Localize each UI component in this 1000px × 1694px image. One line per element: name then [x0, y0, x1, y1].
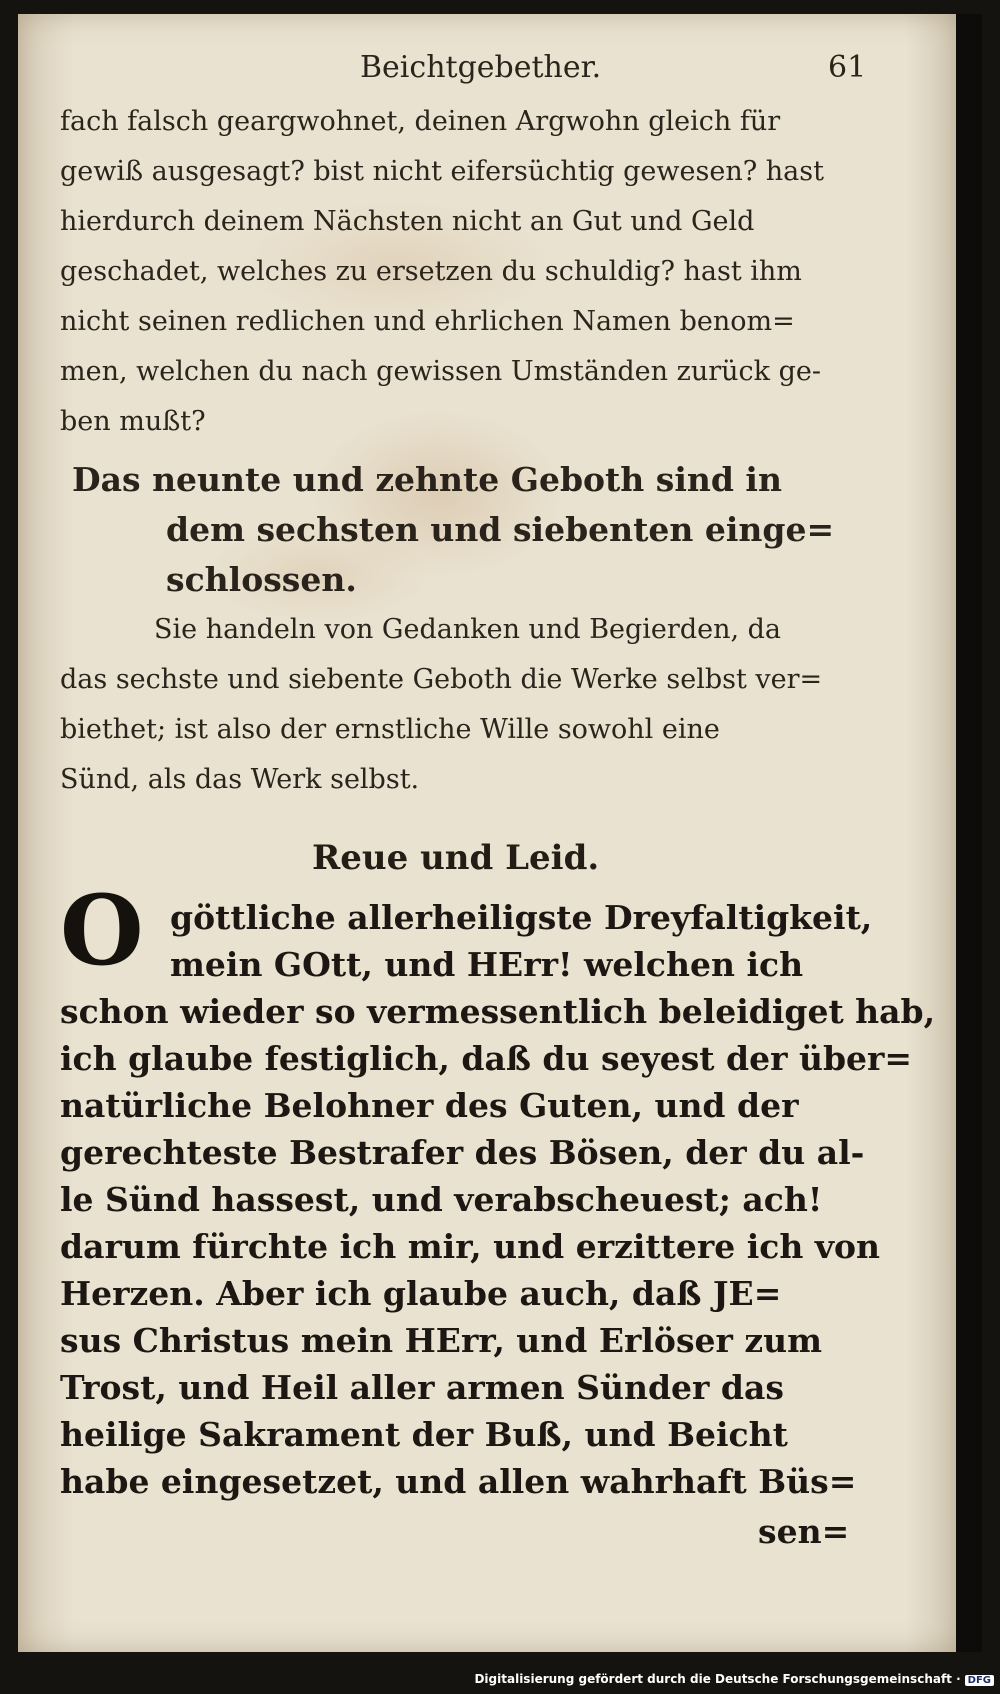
text-line: fach falsch geargwohnet, deinen Argwohn gleich für	[60, 106, 781, 137]
text-line: Sie handeln von Gedanken und Begierden, da	[154, 614, 782, 645]
text-line: biethet; ist also der ernstliche Wille sowohl eine	[60, 714, 720, 745]
prayer-line: göttliche allerheiligste Dreyfaltigkeit,	[170, 898, 873, 937]
text-line: Sünd, als das Werk selbst.	[60, 764, 420, 795]
prayer-line: heilige Sakrament der Buß, und Beicht	[60, 1415, 788, 1454]
credit-text: Digitalisierung gefördert durch die Deutsche Forschungsgemeinschaft ·	[474, 1672, 961, 1686]
prayer-line: gerechteste Bestrafer des Bösen, der du al-	[60, 1133, 865, 1172]
heading-line: Das neunte und zehnte Geboth sind in	[72, 460, 782, 499]
heading-line: dem sechsten und siebenten einge=	[166, 510, 835, 549]
text-line: gewiß ausgesagt? bist nicht eifersüchtig gewesen? hast	[60, 156, 824, 187]
text-line: men, welchen du nach gewissen Umständen zurück ge-	[60, 356, 821, 387]
text-line: hierdurch deinem Nächsten nicht an Gut und Geld	[60, 206, 755, 237]
prayer-line: Herzen. Aber ich glaube auch, daß JE=	[60, 1274, 782, 1313]
prayer-line: darum fürchte ich mir, und erzittere ich von	[60, 1227, 881, 1266]
drop-cap: O	[60, 874, 144, 987]
digitization-credit	[474, 1672, 994, 1686]
dfg-logo: DFG	[965, 1675, 994, 1686]
page-number: 61	[828, 50, 867, 85]
prayer-line: mein GOtt, und HErr! welchen ich	[170, 945, 804, 984]
text-line: geschadet, welches zu ersetzen du schuldig? hast ihm	[60, 256, 802, 287]
prayer-line: natürliche Belohner des Guten, und der	[60, 1086, 799, 1125]
prayer-line: ich glaube festiglich, daß du seyest der über=	[60, 1039, 913, 1078]
page-edge-shadow	[956, 14, 982, 1652]
prayer-line: le Sünd hassest, und verabscheuest; ach!	[60, 1180, 823, 1219]
heading-line: schlossen.	[166, 560, 357, 599]
catchword: sen=	[758, 1512, 850, 1551]
prayer-line: sus Christus mein HErr, und Erlöser zum	[60, 1321, 823, 1360]
running-title: Beichtgebether.	[360, 50, 602, 85]
section-title: Reue und Leid.	[312, 838, 600, 878]
text-line: ben mußt?	[60, 406, 206, 437]
text-line: das sechste und siebente Geboth die Werke selbst ver=	[60, 664, 823, 695]
prayer-line: schon wieder so vermessentlich beleidiget hab,	[60, 992, 936, 1031]
prayer-line: Trost, und Heil aller armen Sünder das	[60, 1368, 784, 1407]
prayer-line: habe eingesetzet, und allen wahrhaft Büs=	[60, 1462, 857, 1501]
text-line: nicht seinen redlichen und ehrlichen Namen benom=	[60, 306, 795, 337]
